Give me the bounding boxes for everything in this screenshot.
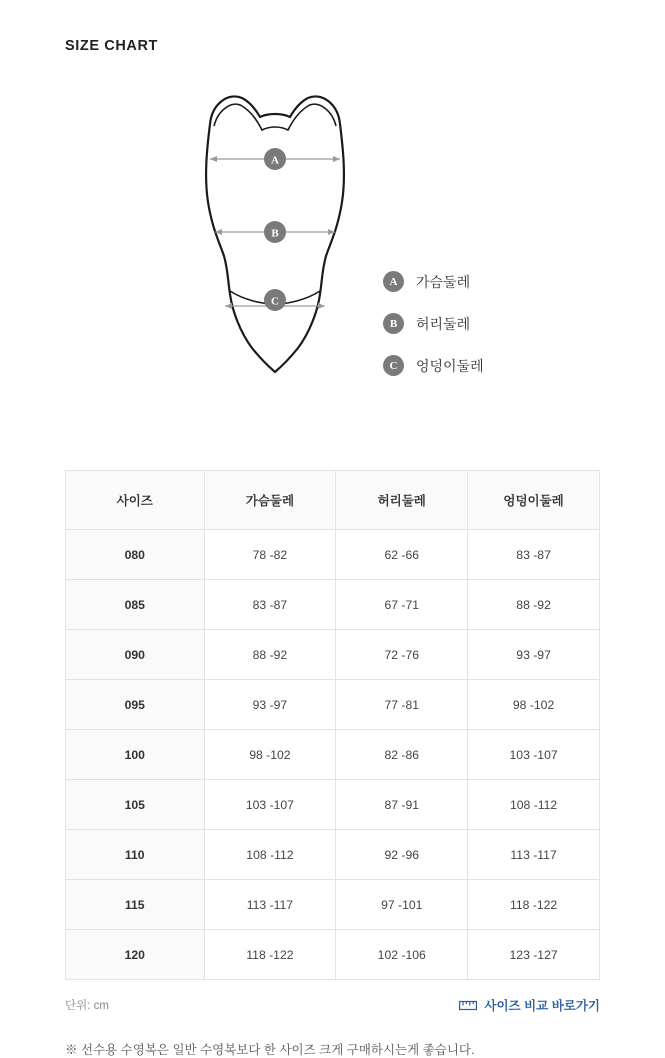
table-cell: 77 -81: [336, 680, 468, 730]
table-head: [66, 471, 600, 530]
table-cell: 98 -102: [204, 730, 336, 780]
table-header-row: [66, 471, 600, 530]
table-cell-size: 110: [66, 830, 205, 880]
size-table: [65, 470, 600, 980]
bottom-note: ※ 선수용 수영복은 일반 수영복보다 한 사이즈 크게 구매하시는게 좋습니다.: [65, 1043, 475, 1057]
legend-label-waist: 허리둘레: [416, 315, 471, 332]
table-cell-size: 115: [66, 880, 205, 930]
table-cell: 103 -107: [468, 730, 600, 780]
table-cell: 88 -92: [204, 630, 336, 680]
table-row: [66, 880, 600, 930]
measurement-legend: [383, 271, 484, 397]
table-cell: 78 -82: [204, 530, 336, 580]
table-cell: 102 -106: [336, 930, 468, 980]
table-cell: 87 -91: [336, 780, 468, 830]
table-cell: 93 -97: [468, 630, 600, 680]
table-row: [66, 630, 600, 680]
table-cell-size: 105: [66, 780, 205, 830]
table-cell: 108 -112: [468, 780, 600, 830]
table-cell: 83 -87: [204, 580, 336, 630]
size-compare-link-label: 사이즈 비교 바로가기: [484, 999, 600, 1013]
table-cell: 82 -86: [336, 730, 468, 780]
legend-item: [383, 355, 484, 376]
table-cell: 88 -92: [468, 580, 600, 630]
unit-note: 단위: cm: [65, 1000, 109, 1012]
table-footer: [65, 996, 600, 1014]
table-cell: 103 -107: [204, 780, 336, 830]
table-cell-size: 085: [66, 580, 205, 630]
table-row: [66, 580, 600, 630]
table-row: [66, 530, 600, 580]
table-cell: 83 -87: [468, 530, 600, 580]
legend-item: [383, 271, 484, 292]
svg-text:B: B: [271, 227, 279, 240]
content-container: [65, 0, 600, 1058]
badge-a-icon: A: [383, 271, 404, 292]
table-row: [66, 830, 600, 880]
table-header-cell: 엉덩이둘레: [468, 471, 600, 530]
table-row: [66, 780, 600, 830]
svg-text:C: C: [271, 295, 279, 308]
table-row: [66, 730, 600, 780]
table-cell: 118 -122: [468, 880, 600, 930]
table-cell-size: 100: [66, 730, 205, 780]
table-header-cell: 사이즈: [66, 471, 205, 530]
table-cell: 113 -117: [468, 830, 600, 880]
table-cell: 62 -66: [336, 530, 468, 580]
table-cell: 113 -117: [204, 880, 336, 930]
legend-item: [383, 313, 484, 334]
table-header-cell: 허리둘레: [336, 471, 468, 530]
table-cell: 93 -97: [204, 680, 336, 730]
legend-label-hip: 엉덩이둘레: [416, 357, 484, 374]
badge-b-icon: B: [383, 313, 404, 334]
ruler-icon: [459, 1000, 477, 1011]
table-row: [66, 930, 600, 980]
table-cell-size: 090: [66, 630, 205, 680]
table-cell-size: 080: [66, 530, 205, 580]
table-row: [66, 680, 600, 730]
badge-c-icon: C: [383, 355, 404, 376]
table-cell: 118 -122: [204, 930, 336, 980]
size-compare-link[interactable]: [459, 996, 600, 1014]
legend-label-bust: 가슴둘레: [416, 273, 471, 290]
page-title: SIZE CHART: [65, 38, 158, 54]
table-cell: 72 -76: [336, 630, 468, 680]
svg-text:A: A: [271, 154, 279, 167]
table-body: [66, 530, 600, 980]
swimsuit-diagram: [180, 86, 370, 396]
table-cell-size: 120: [66, 930, 205, 980]
table-cell: 98 -102: [468, 680, 600, 730]
figure-area: [65, 76, 600, 466]
table-header-cell: 가슴둘레: [204, 471, 336, 530]
table-cell: 97 -101: [336, 880, 468, 930]
table-cell: 67 -71: [336, 580, 468, 630]
table-cell: 123 -127: [468, 930, 600, 980]
table-cell: 108 -112: [204, 830, 336, 880]
table-cell-size: 095: [66, 680, 205, 730]
table-cell: 92 -96: [336, 830, 468, 880]
